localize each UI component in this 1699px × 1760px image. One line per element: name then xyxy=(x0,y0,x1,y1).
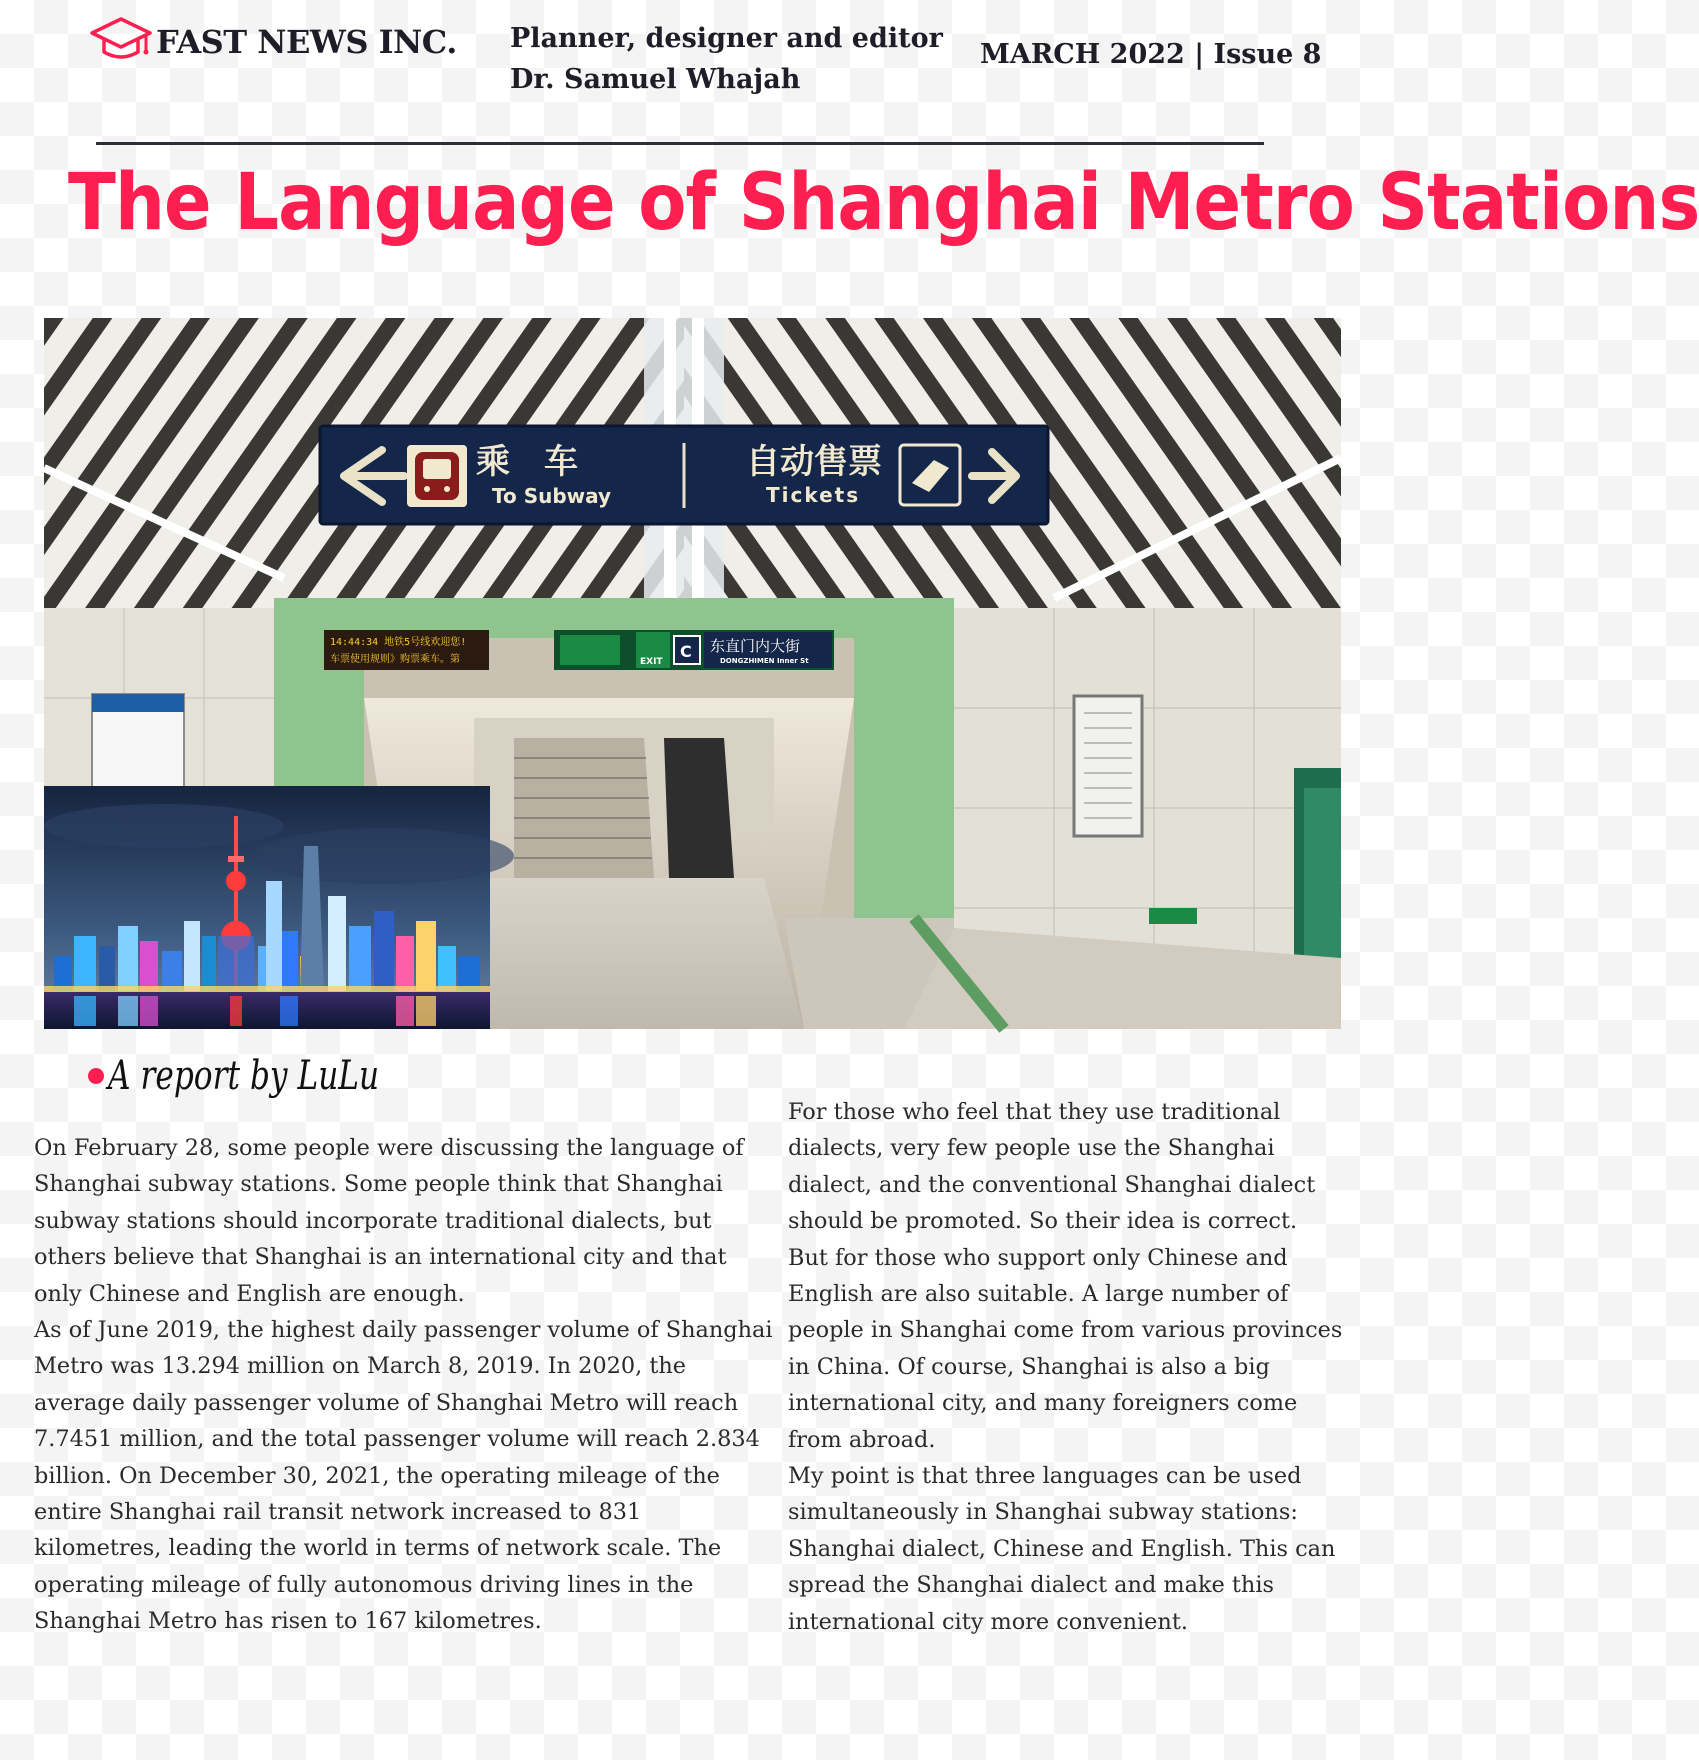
sign-subway-cn: 乘 车 xyxy=(476,442,578,482)
editor-role: Planner, designer and editor xyxy=(510,23,943,54)
article-paragraph: On February 28, some people were discussing the language of Shanghai subway stations. Some people think that Shanghai subway stations should incorporate traditional dialects, but others believe that Shanghai is an international city and that only Chinese and English are enough. xyxy=(34,1135,744,1307)
brand xyxy=(90,16,457,68)
led-board-line2: 车票使用规则》购票乘车。第 xyxy=(330,654,460,665)
editor-name: Dr. Samuel Whajah xyxy=(510,64,801,95)
page-title: The Language of Shanghai Metro Stations xyxy=(68,158,1699,248)
shanghai-skyline-photo xyxy=(44,786,490,1029)
byline-text: A report by LuLu xyxy=(108,1053,380,1099)
bullet-dot xyxy=(88,1068,104,1084)
article-paragraph: My point is that three languages can be used simultaneously in Shanghai subway stations: Shanghai dialect, Chinese and English. This can spread the Shanghai dialect and make this international city more convenient. xyxy=(788,1463,1336,1635)
article-column-left xyxy=(34,1130,774,1640)
sign-tickets-cn: 自动售票 xyxy=(746,442,882,482)
article-paragraph: As of June 2019, the highest daily passenger volume of Shanghai Metro was 13.294 million on March 8, 2019. In 2020, the average daily passenger volume of Shanghai Metro will reach 7.7451 million, and the total passenger volume will reach 2.834 billion. On December 30, 2021, the operating mileage of the entire Shanghai rail transit network increased to 831 kilometres, leading the world in terms of network scale. The operating mileage of fully autonomous driving lines in the Shanghai Metro has risen to 167 kilometres. xyxy=(34,1317,773,1635)
line-letter: C xyxy=(680,642,692,661)
issue-date: MARCH 2022 | Issue 8 xyxy=(980,39,1322,70)
header-divider xyxy=(96,142,1264,145)
sign-subway-en: To Subway xyxy=(492,484,612,508)
led-board-line1: 14:44:34 地铁5号线欢迎您! xyxy=(330,637,467,648)
exit-label: EXIT xyxy=(640,657,663,667)
editor-credit xyxy=(510,18,943,100)
exit-street-en: DONGZHIMEN Inner St xyxy=(720,657,809,665)
masthead xyxy=(0,0,1360,135)
byline xyxy=(88,1053,456,1099)
article-column-right xyxy=(788,1094,1343,1640)
skyline-illustration xyxy=(44,786,490,1029)
exit-street-cn: 东直门内大街 xyxy=(710,637,801,655)
brand-name: FAST NEWS INC. xyxy=(156,23,457,61)
article-paragraph: For those who feel that they use traditional dialects, very few people use the Shanghai dialect, and the conventional Shanghai dialect should be promoted. So their idea is correct. But for those who support only Chinese and English are also suitable. A large number of people in Shanghai come from various provinces in China. Of course, Shanghai is also a big international city, and many foreigners come from abroad. xyxy=(788,1099,1343,1453)
graduation-cap-icon xyxy=(90,16,152,68)
sign-tickets-en: Tickets xyxy=(766,483,861,507)
